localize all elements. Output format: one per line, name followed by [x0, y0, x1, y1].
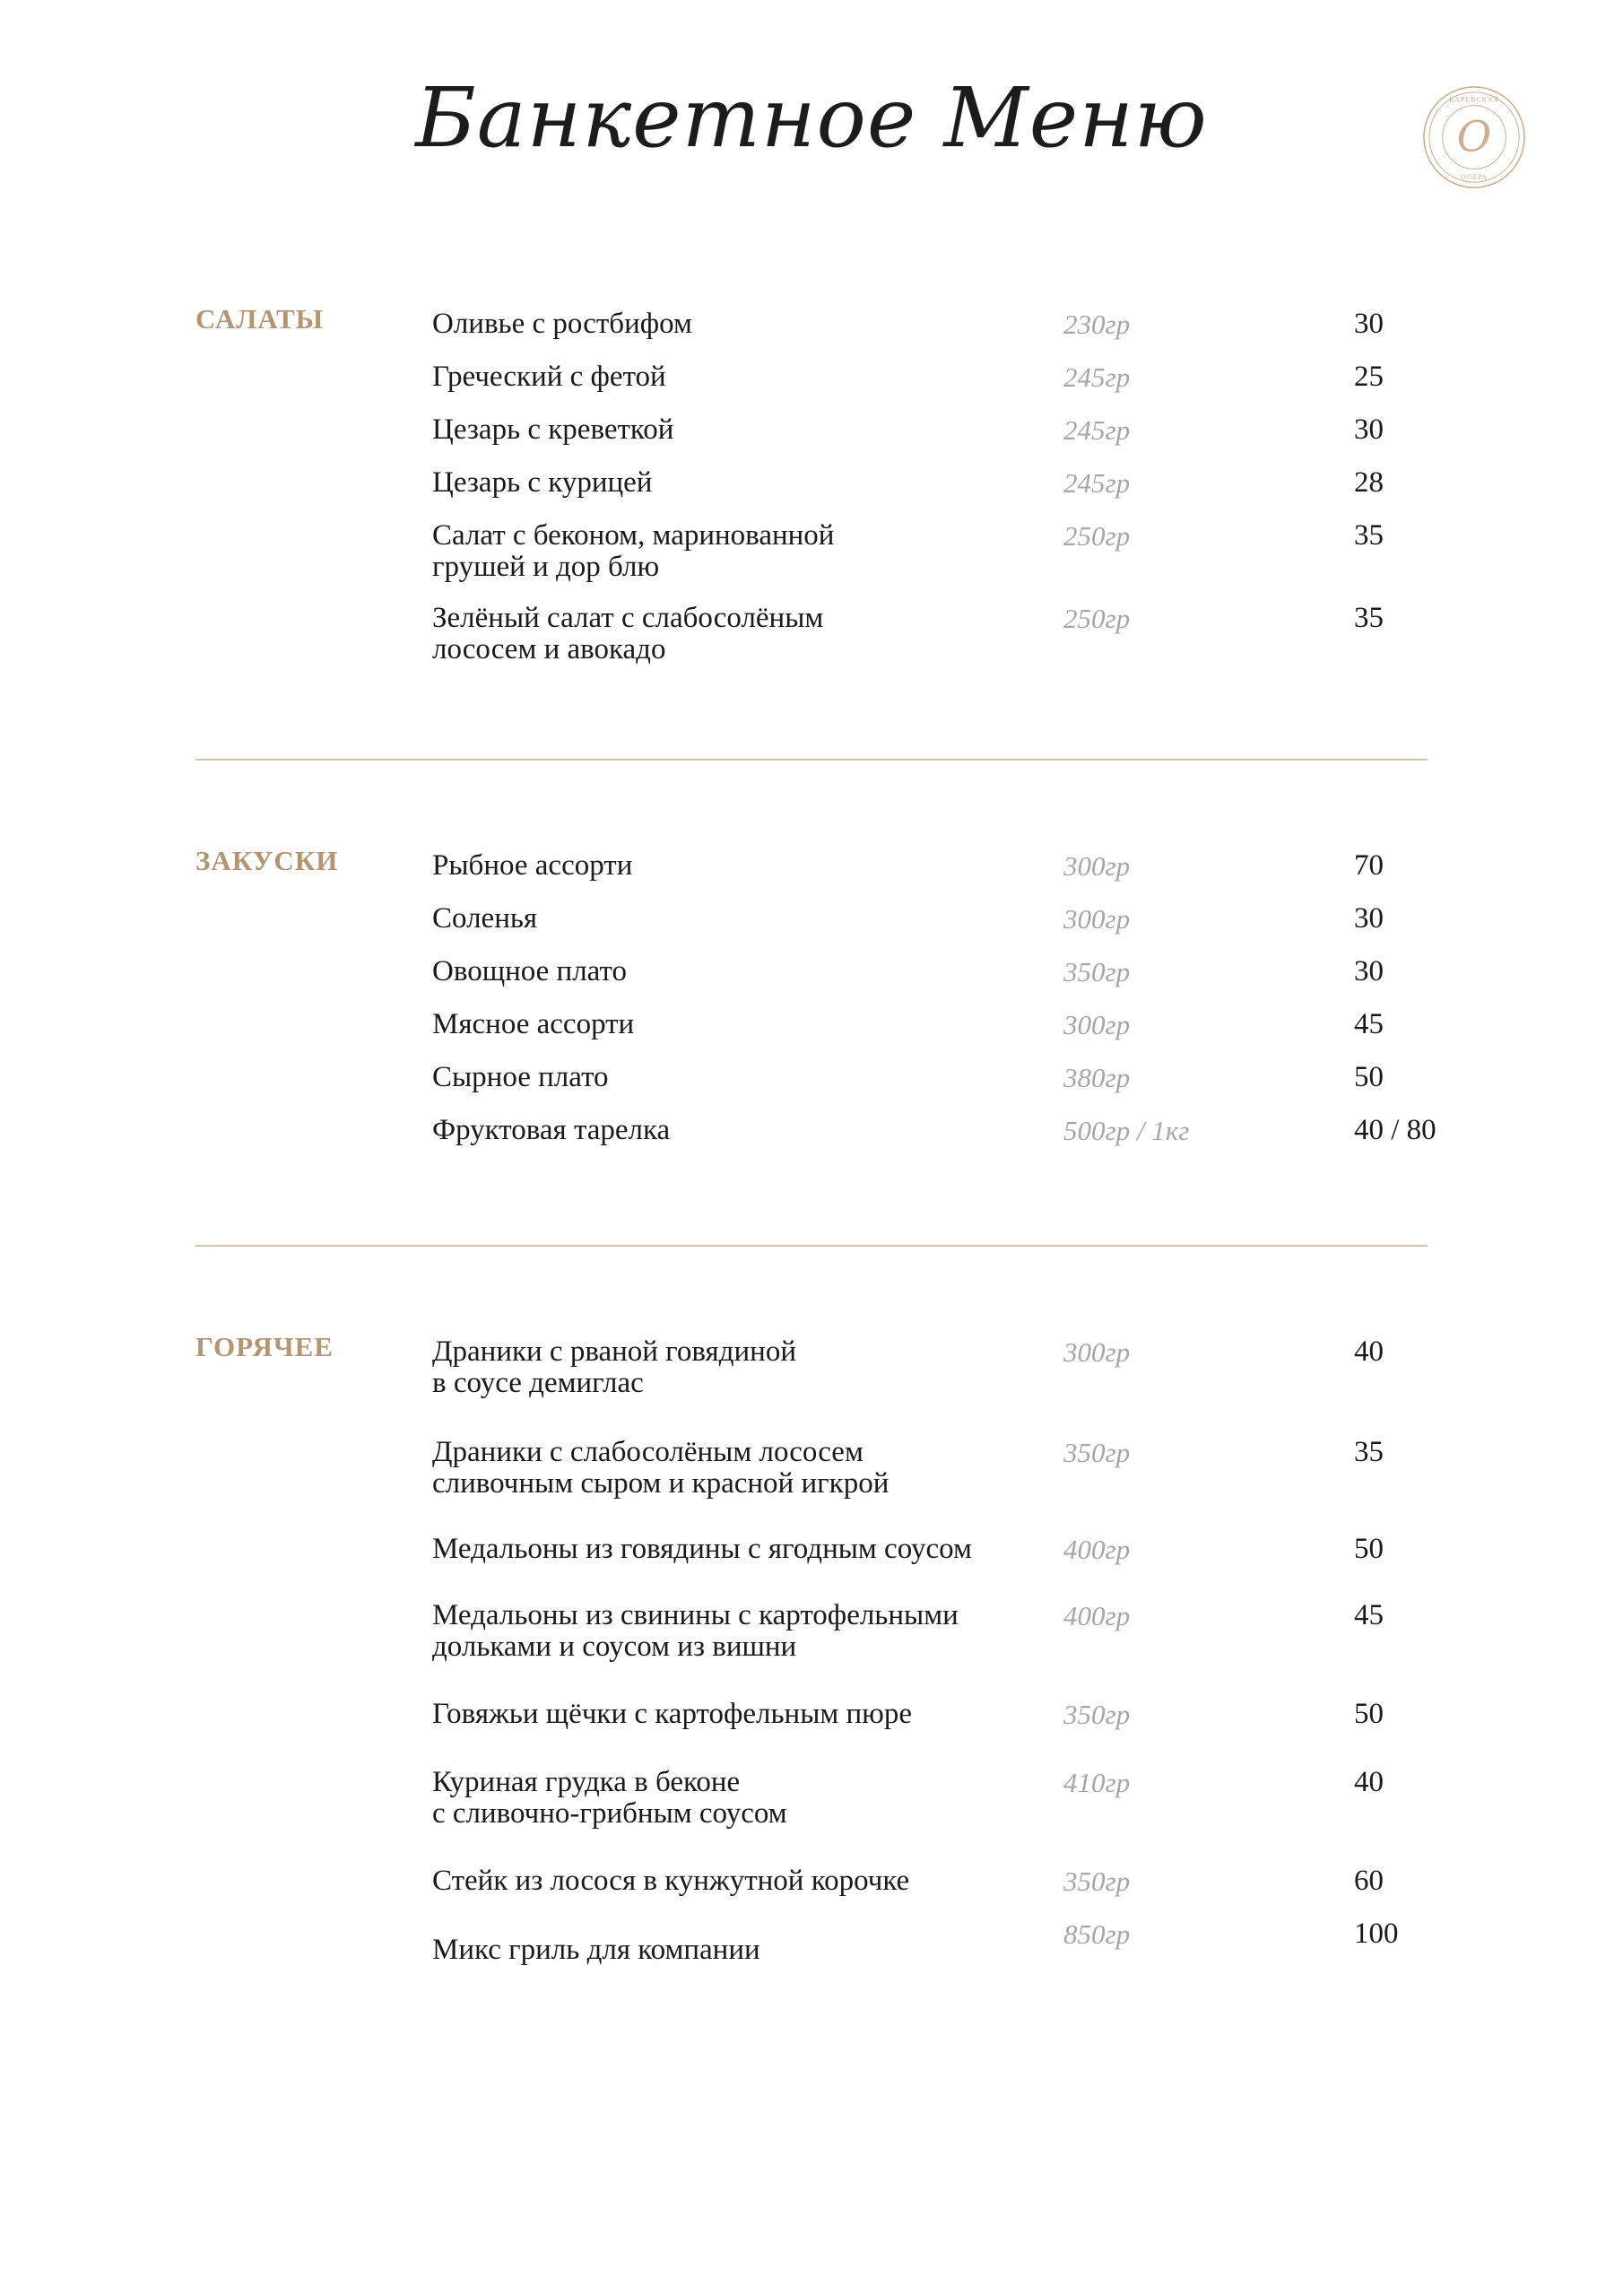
item-price: 28 — [1354, 466, 1384, 499]
item-weight: 350гр — [1063, 1699, 1131, 1730]
item-name: Драники с рваной говядиной в соусе демиглас — [432, 1335, 796, 1399]
item-price: 35 — [1354, 519, 1384, 552]
item-price: 40 / 80 — [1354, 1114, 1436, 1146]
item-name: Стейк из лосося в кунжутной корочке — [432, 1865, 910, 1897]
logo-initial: О — [1456, 112, 1492, 162]
item-weight: 230гр — [1063, 309, 1131, 340]
item-name: Фруктовая тарелка — [432, 1114, 671, 1146]
section-divider — [195, 1245, 1428, 1247]
item-name: Рыбное ассорти — [432, 849, 633, 882]
logo-text-top: КАРЕВСКАЯ — [1449, 95, 1499, 104]
item-price: 70 — [1354, 849, 1384, 882]
item-name: Куриная грудка в беконе с сливочно-грибным соусом — [432, 1766, 787, 1830]
item-price: 50 — [1354, 1533, 1384, 1565]
item-weight: 350гр — [1063, 1866, 1131, 1897]
item-name: Оливье с ростбифом — [432, 308, 692, 340]
item-weight: 500гр / 1кг — [1063, 1115, 1190, 1146]
item-weight: 300гр — [1063, 1009, 1131, 1040]
logo-text-bottom: ОПЕРА — [1460, 173, 1488, 182]
item-name: Цезарь с курицей — [432, 466, 653, 499]
item-name: Цезарь с креветкой — [432, 413, 674, 446]
category-title: ЗАКУСКИ — [195, 845, 339, 876]
item-weight: 350гр — [1063, 1437, 1131, 1468]
item-price: 60 — [1354, 1865, 1384, 1897]
item-name: Салат с беконом, маринованной грушей и дор блю — [432, 519, 835, 583]
item-price: 30 — [1354, 902, 1384, 935]
item-name: Микс гриль для компании — [432, 1934, 760, 1966]
item-price: 50 — [1354, 1698, 1384, 1730]
item-name: Говяжьи щёчки с картофельным пюре — [432, 1698, 912, 1730]
item-name: Медальоны из говядины с ягодным соусом — [432, 1533, 972, 1565]
item-weight: 300гр — [1063, 1336, 1131, 1368]
item-price: 30 — [1354, 308, 1384, 340]
item-weight: 400гр — [1063, 1600, 1131, 1631]
item-name: Сырное плато — [432, 1061, 609, 1093]
item-price: 100 — [1354, 1918, 1399, 1950]
item-name: Драники с слабосолёным лососем сливочным сыром и красной игкрой — [432, 1436, 890, 1500]
item-weight: 350гр — [1063, 956, 1131, 987]
item-name: Соленья — [432, 902, 538, 935]
category-title: ГОРЯЧЕЕ — [195, 1331, 334, 1362]
item-price: 45 — [1354, 1008, 1384, 1040]
item-name: Мясное ассорти — [432, 1008, 635, 1040]
item-price: 45 — [1354, 1599, 1384, 1631]
item-price: 30 — [1354, 413, 1384, 446]
item-name: Медальоны из свинины с картофельными дольками и соусом из вишни — [432, 1599, 959, 1663]
item-weight: 250гр — [1063, 520, 1131, 552]
item-price: 40 — [1354, 1766, 1384, 1798]
item-weight: 300гр — [1063, 850, 1131, 882]
item-price: 35 — [1354, 602, 1384, 634]
item-weight: 300гр — [1063, 903, 1131, 935]
page-title: Банкетное Меню — [415, 70, 1208, 166]
item-name: Зелёный салат с слабосолёным лососем и авокадо — [432, 602, 824, 665]
item-weight: 380гр — [1063, 1062, 1131, 1093]
item-price: 40 — [1354, 1335, 1384, 1368]
item-weight: 850гр — [1063, 1918, 1131, 1950]
item-price: 50 — [1354, 1061, 1384, 1093]
item-weight: 410гр — [1063, 1767, 1131, 1798]
item-weight: 400гр — [1063, 1534, 1131, 1565]
item-weight: 245гр — [1063, 414, 1131, 446]
item-price: 35 — [1354, 1436, 1384, 1468]
item-price: 30 — [1354, 955, 1384, 987]
item-weight: 250гр — [1063, 603, 1131, 634]
item-weight: 245гр — [1063, 361, 1131, 393]
item-price: 25 — [1354, 361, 1384, 393]
restaurant-logo — [1421, 84, 1527, 190]
category-title: САЛАТЫ — [195, 303, 325, 335]
item-name: Греческий с фетой — [432, 361, 666, 393]
item-weight: 245гр — [1063, 467, 1131, 499]
item-name: Овощное плато — [432, 955, 627, 987]
section-divider — [195, 759, 1428, 761]
